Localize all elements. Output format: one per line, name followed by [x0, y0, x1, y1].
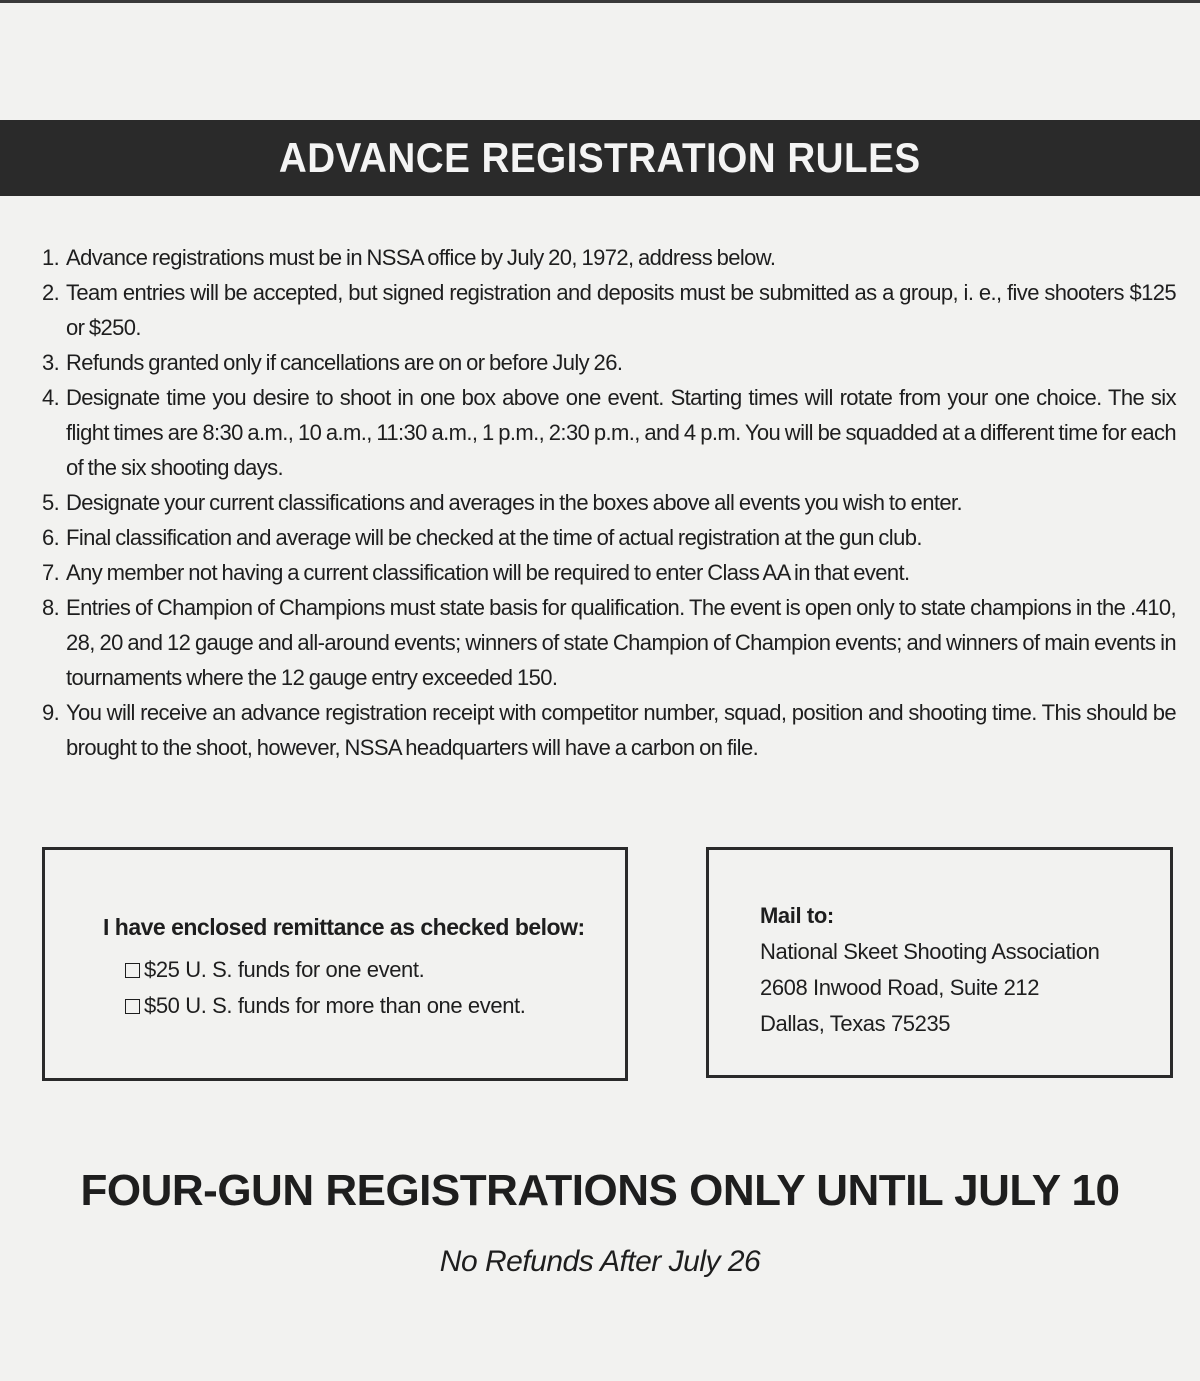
option-label: $25 U. S. funds for one event.: [144, 957, 425, 982]
rule-item: [42, 240, 1176, 275]
rule-item: [42, 695, 1176, 765]
checkbox-multiple-events[interactable]: [125, 999, 140, 1014]
rule-text: Team entries will be accepted, but signed registration and deposits must be submitted as a group, i. e., five shooters $125 or $250.: [66, 280, 1176, 340]
remittance-heading: I have enclosed remittance as checked below:: [103, 914, 585, 940]
mail-label: Mail to:: [760, 903, 834, 928]
option-label: $50 U. S. funds for more than one event.: [144, 993, 526, 1018]
mail-line-city: Dallas, Texas 75235: [760, 1011, 951, 1036]
rule-item: [42, 345, 1176, 380]
rule-text: Entries of Champion of Champions must state basis for qualification. The event is open only to state champions in the .410, 28, 20 and 12 gauge and all-around events; winners of state Champion of Champion events; and winners of main events in tournaments where the 12 gauge entry exceeded 150.: [66, 595, 1176, 690]
rule-number: 2.: [42, 280, 60, 305]
footer-headline: FOUR-GUN REGISTRATIONS ONLY UNTIL JULY 10: [80, 1166, 1120, 1215]
rule-number: 6.: [42, 525, 60, 550]
rules-list: [42, 240, 1176, 765]
mail-line-organization: National Skeet Shooting Association: [760, 939, 1100, 964]
title-banner: [0, 120, 1200, 196]
rule-text: Designate time you desire to shoot in one box above one event. Starting times will rotate from your one choice. The six flight times are 8:30 a.m., 10 a.m., 11:30 a.m., 1 p.m., 2:30 p.m., and 4 p.m. You will be squadded at a different time for each of the six shooting days.: [66, 385, 1176, 480]
rule-number: 5.: [42, 490, 60, 515]
remittance-options: [125, 952, 525, 1024]
page-title: ADVANCE REGISTRATION RULES: [279, 134, 921, 181]
rule-text: Designate your current classifications and averages in the boxes above all events you wish to enter.: [66, 490, 962, 515]
rule-item: [42, 555, 1176, 590]
rule-item: [42, 590, 1176, 695]
rule-number: 7.: [42, 560, 60, 585]
page-top-edge: [0, 0, 1200, 3]
footer-subline: No Refunds After July 26: [439, 1245, 761, 1278]
remittance-option-one-event[interactable]: [125, 952, 525, 988]
rule-item: [42, 275, 1176, 345]
rule-text: Refunds granted only if cancellations are on or before July 26.: [66, 350, 623, 375]
rule-item: [42, 520, 1176, 555]
rule-number: 9.: [42, 700, 60, 725]
rule-number: 3.: [42, 350, 60, 375]
rule-text: Final classification and average will be checked at the time of actual registration at the gun club.: [66, 525, 922, 550]
rule-text: You will receive an advance registration receipt with competitor number, squad, position and shooting time. This should be brought to the shoot, however, NSSA headquarters will have a carbon on file.: [66, 700, 1176, 760]
rule-text: Any member not having a current classification will be required to enter Class AA in that event.: [66, 560, 910, 585]
rule-number: 1.: [42, 245, 60, 270]
rule-item: [42, 380, 1176, 485]
rule-number: 4.: [42, 385, 60, 410]
mail-address: [760, 898, 1099, 1042]
remittance-option-multiple-events[interactable]: [125, 988, 525, 1024]
mail-line-street: 2608 Inwood Road, Suite 212: [760, 975, 1040, 1000]
remittance-box: [42, 847, 628, 1081]
rule-item: [42, 485, 1176, 520]
rule-text: Advance registrations must be in NSSA office by July 20, 1972, address below.: [66, 245, 776, 270]
rule-number: 8.: [42, 595, 60, 620]
mail-to-box: [706, 847, 1173, 1078]
checkbox-one-event[interactable]: [125, 963, 140, 978]
